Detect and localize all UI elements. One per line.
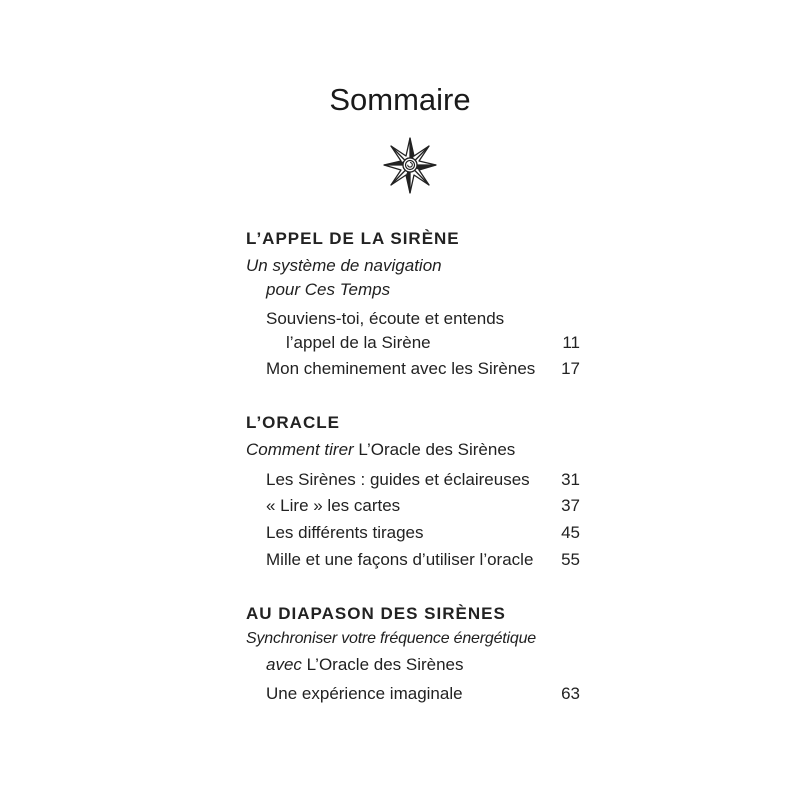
section-heading-appel: L’APPEL DE LA SIRÈNE [246,229,460,248]
page-title: Sommaire [329,82,471,117]
section-subtitle [246,440,515,460]
toc-entry-page: 17 [561,359,580,378]
subtitle-italic: avec [266,655,302,674]
subtitle-book-title: L’Oracle des Sirènes [358,440,516,459]
toc-entry-label: Une expérience imaginale [266,684,463,703]
toc-entry-page: 55 [561,550,580,569]
toc-entry-label: Mille et une façons d’utiliser l’oracle [266,550,534,569]
toc-entry-page: 11 [562,333,580,352]
toc-entry-label: l’appel de la Sirène [286,333,431,352]
toc-entry-label: Les différents tirages [266,523,424,542]
toc-entry-label: Mon cheminement avec les Sirènes [266,359,536,378]
toc-entry-label: « Lire » les cartes [266,496,401,515]
section-subtitle: Synchroniser votre fréquence énergétique [246,630,536,647]
toc-entry-page: 45 [561,523,580,542]
toc-entry-label: Souviens-toi, écoute et entends [266,309,505,328]
subtitle-book-title: L’Oracle des Sirènes [306,655,464,674]
toc-entry-page: 31 [561,470,580,489]
subtitle-italic: Comment tirer [246,440,354,459]
toc-entry-label: Les Sirènes : guides et éclaireuses [266,470,530,489]
toc-entry-page: 37 [561,496,580,515]
toc-entry-page: 63 [561,684,580,703]
section-subtitle-continued: pour Ces Temps [266,280,391,299]
compass-star-icon [383,137,437,194]
section-subtitle-continued [266,655,464,675]
section-heading-oracle: L’ORACLE [246,413,340,432]
section-heading-diapason: AU DIAPASON DES SIRÈNES [246,604,506,623]
section-subtitle: Un système de navigation [246,256,442,275]
